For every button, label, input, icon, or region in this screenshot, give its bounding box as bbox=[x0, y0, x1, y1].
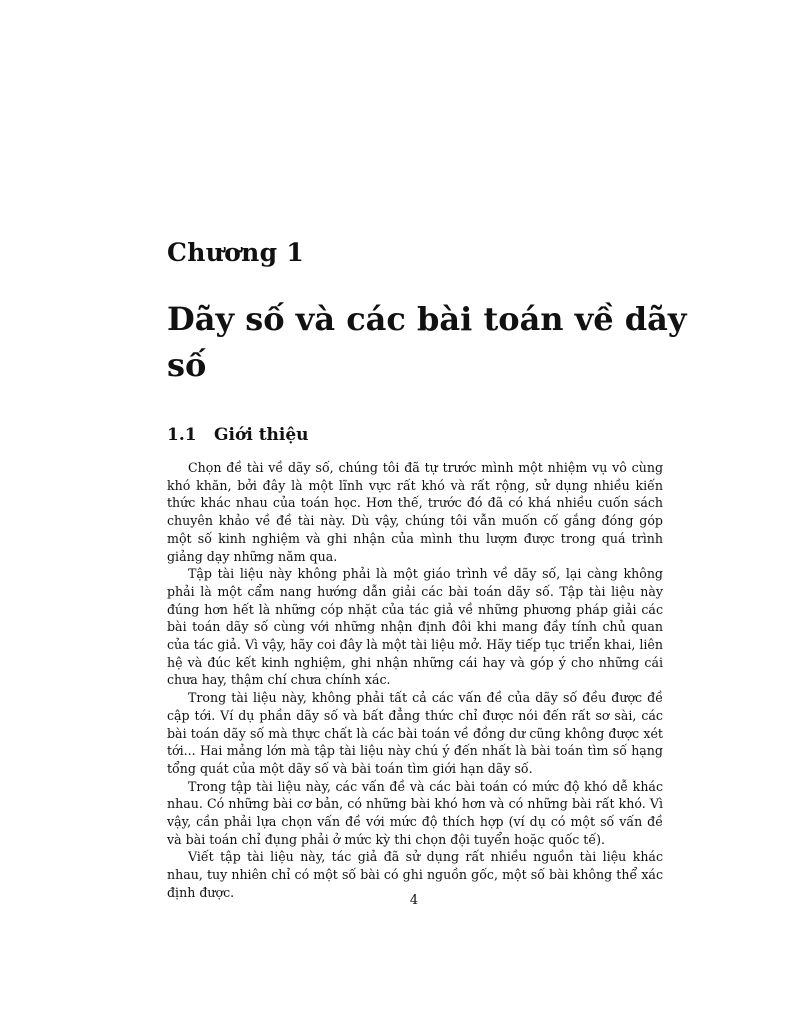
section-heading bbox=[167, 425, 309, 445]
section-title: Giới thiệu bbox=[214, 425, 309, 445]
body-text bbox=[167, 459, 663, 902]
paragraph: Tập tài liệu này không phải là một giáo trình về dãy số, lại càng không phải là một cẩm nang hướng dẫn giải các bài toán dãy số. Tập tài liệu này đúng hơn hết là những cóp nhặt của tác giả về những phương pháp giải các bài toán dãy số cùng với những nhận định đôi khi mang đầy tính chủ quan của tác giả. Vì vậy, hãy coi đây là một tài liệu mở. Hãy tiếp tục triển khai, liên hệ và đúc kết kinh nghiệm, ghi nhận những cái hay và góp ý cho những cái chưa hay, thậm chí chưa chính xác. bbox=[167, 566, 663, 688]
paragraph: Chọn đề tài về dãy số, chúng tôi đã tự trước mình một nhiệm vụ vô cùng khó khăn, bởi đây là một lĩnh vực rất khó và rất rộng, sử dụng nhiều kiến thức khác nhau của toán học. Hơn thế, trước đó đã có khá nhiều cuốn sách chuyên khảo về đề tài này. Dù vậy, chúng tôi vẫn muốn cố gắng đóng góp một số kinh nghiệm và ghi nhận của mình thu lượm được trong quá trình giảng dạy những năm qua. bbox=[167, 460, 663, 564]
paragraph: Viết tập tài liệu này, tác giả đã sử dụng rất nhiều nguồn tài liệu khác nhau, tuy nhiên chỉ có một số bài có ghi nguồn gốc, một số bài không thể xác định được. bbox=[167, 849, 663, 900]
chapter-label: Chương 1 bbox=[167, 238, 305, 267]
chapter-title: Dãy số và các bài toán về dãy số bbox=[167, 300, 687, 384]
section-number: 1.1 bbox=[167, 425, 197, 445]
page-number: 4 bbox=[409, 893, 419, 908]
paragraph: Trong tập tài liệu này, các vấn đề và các bài toán có mức độ khó dễ khác nhau. Có những bài cơ bản, có những bài khó hơn và có những bài rất khó. Vì vậy, cần phải lựa chọn vấn đề với mức độ thích hợp (ví dụ có một số vấn đề và bài toán chỉ đụng phải ở mức kỳ thi chọn đội tuyển hoặc quốc tế). bbox=[167, 778, 663, 847]
paragraph: Trong tài liệu này, không phải tất cả các vấn đề của dãy số đều được đề cập tới. Ví dụ phần dãy số và bất đẳng thức chỉ được nói đến rất sơ sài, các bài toán dãy số mà thực chất là các bài toán về đồng dư cũng không được xét tới... Hai mảng lớn mà tập tài liệu này chú ý đến nhất là bài toán tìm số hạng tổng quát của một dãy số và bài toán tìm giới hạn dãy số. bbox=[167, 690, 663, 776]
